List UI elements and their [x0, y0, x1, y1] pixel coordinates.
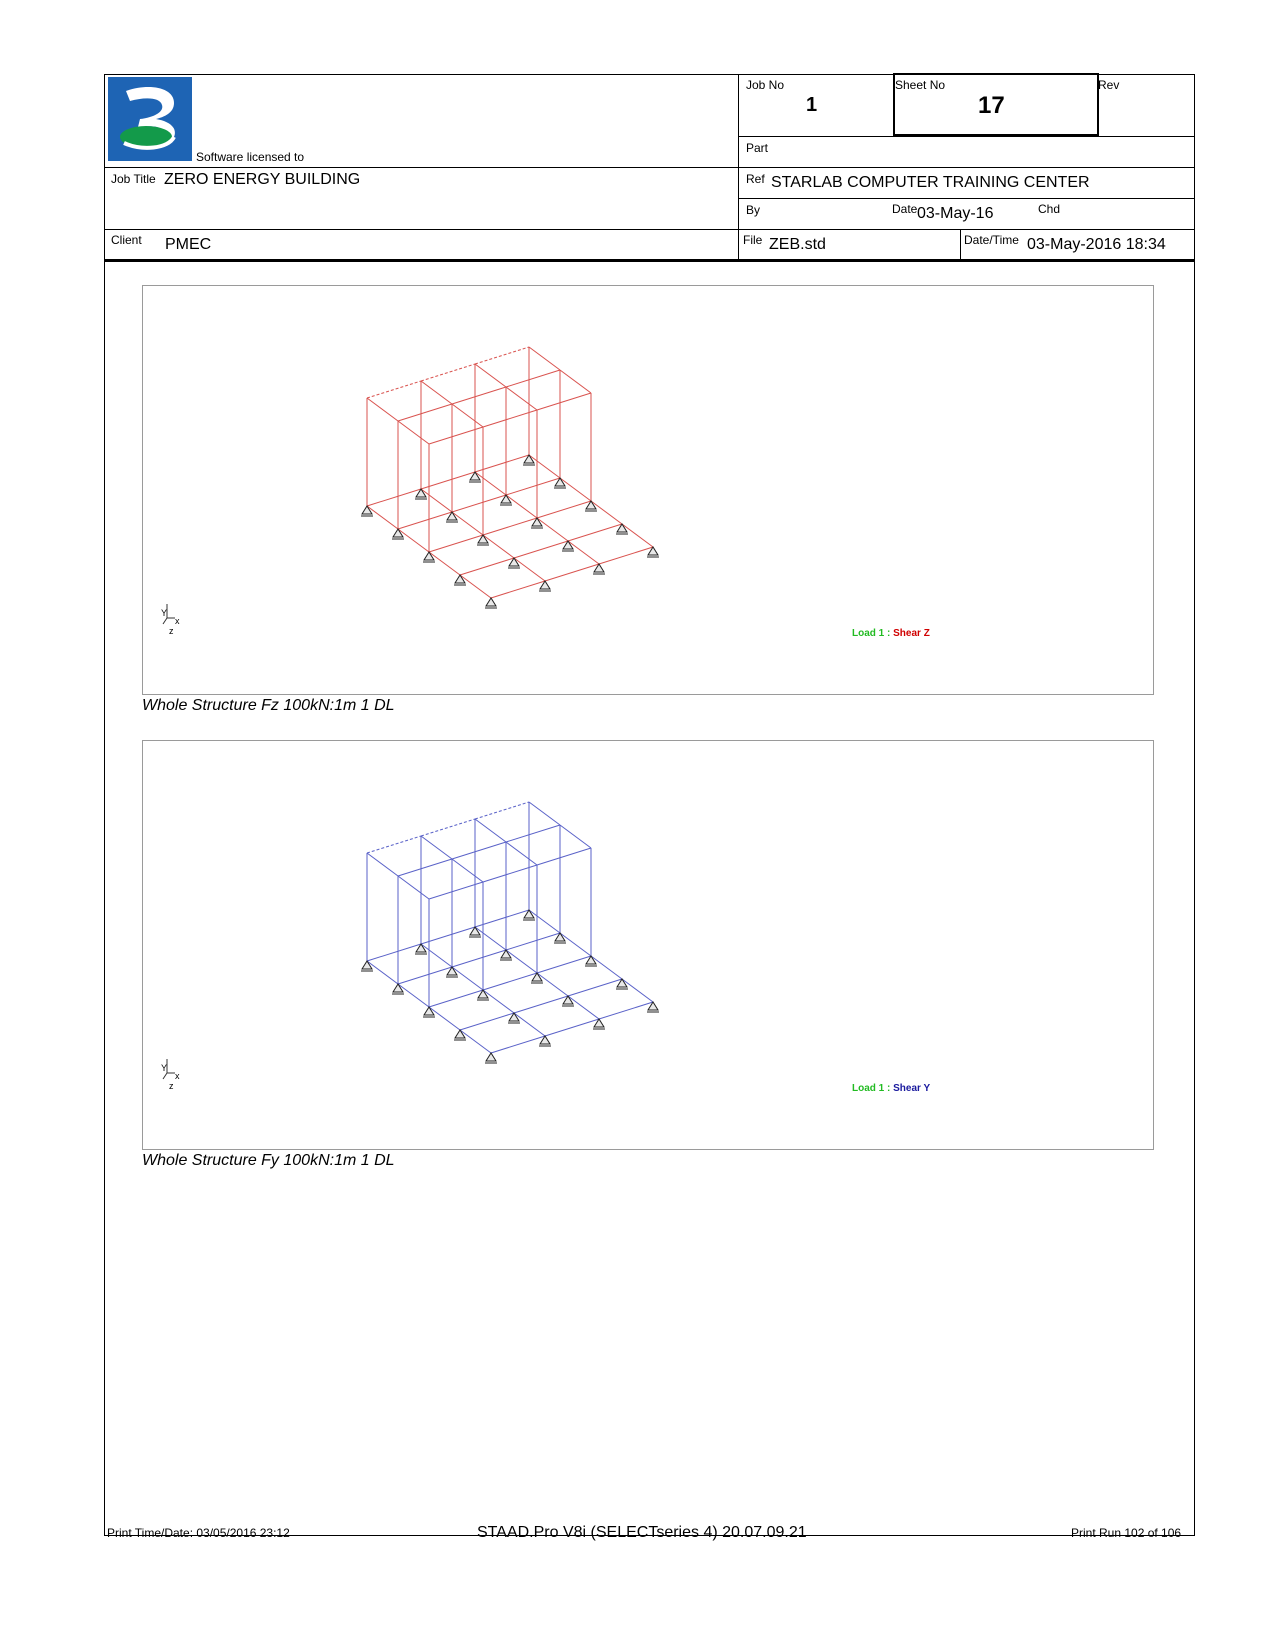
support-icon	[485, 598, 497, 608]
support-icon	[423, 552, 435, 562]
frame-member	[452, 387, 506, 404]
frame-member	[545, 564, 599, 581]
datetime-label: Date/Time	[964, 233, 1019, 247]
frame-member	[529, 347, 560, 370]
frame-member	[475, 347, 529, 364]
frame-member	[452, 842, 506, 859]
frame-member	[452, 512, 483, 535]
frame-member	[475, 802, 529, 819]
axis-y-label: Y	[161, 608, 168, 618]
job-title-value: ZERO ENERGY BUILDING	[164, 171, 361, 188]
load-legend	[852, 628, 930, 639]
frame-member	[367, 506, 398, 529]
frame-member	[429, 535, 483, 552]
frame-member	[460, 575, 491, 598]
frame-member	[398, 404, 452, 421]
axis-z-label: z	[169, 626, 174, 636]
frame-member	[452, 495, 506, 512]
load-legend	[852, 1083, 930, 1094]
support-icon	[485, 1053, 497, 1063]
support-icon	[392, 529, 404, 539]
figure-caption: Whole Structure Fz 100kN:1m 1 DL	[142, 697, 395, 714]
frame-member	[421, 819, 475, 836]
header-divider	[738, 136, 1195, 137]
frame-member	[460, 1030, 491, 1053]
frame-member	[599, 1002, 653, 1019]
frame-member	[560, 933, 591, 956]
frame-member	[398, 876, 429, 899]
chd-label: Chd	[1038, 202, 1061, 216]
axis-x-label: x	[175, 1071, 180, 1081]
frame-member	[398, 421, 429, 444]
frame-member	[568, 996, 599, 1019]
header-divider	[960, 229, 961, 260]
frame-member	[398, 984, 429, 1007]
support-icon	[361, 506, 373, 516]
frame-member	[421, 381, 452, 404]
frame-member	[398, 967, 452, 984]
ref-label: Ref	[746, 172, 765, 186]
frame-member	[560, 370, 591, 393]
frame-member	[429, 990, 483, 1007]
frame-member	[537, 956, 591, 973]
frame-member	[367, 961, 398, 984]
frame-member	[475, 472, 506, 495]
frame-member	[421, 364, 475, 381]
axis-x-label: x	[175, 616, 180, 626]
frame-member	[529, 802, 560, 825]
frame-member	[398, 529, 429, 552]
frame-member	[506, 478, 560, 495]
frame-member	[506, 370, 560, 387]
frame-member	[545, 1019, 599, 1036]
sheet-no-label: Sheet No	[895, 78, 946, 92]
frame-member	[367, 944, 421, 961]
structure-view-panel	[142, 740, 1154, 1150]
date-label: Date	[892, 202, 918, 216]
structure-view-panel	[142, 285, 1154, 695]
axis-z-label: z	[169, 1081, 174, 1091]
client-label: Client	[111, 233, 142, 247]
client-value: PMEC	[165, 236, 212, 253]
header-divider	[104, 229, 1195, 230]
structure-frame-drawing	[143, 286, 1153, 694]
frame-member	[506, 933, 560, 950]
datetime-value: 03-May-2016 18:34	[1027, 236, 1166, 253]
bentley-logo	[108, 77, 192, 161]
frame-member	[452, 404, 483, 427]
frame-member	[483, 990, 514, 1013]
sheet-no-value: 17	[978, 92, 1005, 119]
file-value: ZEB.std	[769, 236, 826, 253]
structure-frame-drawing	[143, 741, 1153, 1149]
support-icon	[423, 1007, 435, 1017]
date-value: 03-May-16	[917, 205, 994, 222]
frame-member	[398, 512, 452, 529]
result-label: Shear Y	[893, 1083, 931, 1094]
load-label: Load 1 :	[852, 1083, 894, 1094]
frame-member	[622, 524, 653, 547]
header-bottom-rule	[104, 259, 1195, 262]
frame-member	[537, 973, 568, 996]
frame-member	[599, 547, 653, 564]
job-no-value: 1	[806, 94, 818, 116]
frame-member	[506, 950, 537, 973]
frame-member	[421, 836, 452, 859]
support-icon	[454, 575, 466, 585]
result-label: Shear Z	[893, 628, 930, 639]
frame-member	[367, 398, 398, 421]
by-label: By	[746, 203, 761, 217]
frame-member	[506, 842, 537, 865]
frame-member	[367, 836, 421, 853]
frame-member	[483, 973, 537, 990]
frame-member	[367, 381, 421, 398]
frame-member	[537, 501, 591, 518]
job-title-label: Job Title	[111, 172, 156, 186]
support-icon	[361, 961, 373, 971]
frame-member	[514, 541, 568, 558]
frame-member	[421, 944, 452, 967]
print-run: Print Run 102 of 106	[1071, 1526, 1182, 1540]
file-label: File	[743, 233, 763, 247]
frame-member	[491, 581, 545, 598]
header-divider	[104, 167, 1195, 168]
support-icon	[392, 984, 404, 994]
frame-member	[460, 558, 514, 575]
ref-value: STARLAB COMPUTER TRAINING CENTER	[771, 174, 1090, 191]
frame-member	[568, 524, 622, 541]
figure-caption: Whole Structure Fy 100kN:1m 1 DL	[142, 1152, 395, 1169]
header-divider	[738, 74, 739, 260]
frame-member	[506, 495, 537, 518]
frame-member	[537, 518, 568, 541]
frame-member	[429, 552, 460, 575]
frame-member	[591, 956, 622, 979]
load-label: Load 1 :	[852, 628, 894, 639]
frame-member	[460, 1013, 514, 1030]
frame-member	[475, 364, 506, 387]
frame-member	[560, 478, 591, 501]
print-time: Print Time/Date: 03/05/2016 23:12	[107, 1526, 290, 1540]
frame-member	[452, 859, 483, 882]
frame-member	[421, 489, 452, 512]
frame-member	[367, 489, 421, 506]
job-no-label: Job No	[746, 78, 785, 92]
frame-member	[491, 1036, 545, 1053]
frame-member	[529, 455, 560, 478]
licensed-label: Software licensed to	[196, 150, 305, 164]
rev-label: Rev	[1098, 78, 1120, 92]
frame-member	[537, 848, 591, 865]
frame-member	[398, 859, 452, 876]
frame-member	[591, 501, 622, 524]
header-divider	[738, 198, 1195, 199]
frame-member	[475, 819, 506, 842]
frame-member	[367, 853, 398, 876]
frame-member	[452, 950, 506, 967]
frame-member	[514, 558, 545, 581]
frame-member	[568, 979, 622, 996]
frame-member	[475, 927, 506, 950]
frame-member	[483, 535, 514, 558]
axis-y-label: Y	[161, 1063, 168, 1073]
frame-member	[483, 518, 537, 535]
frame-member	[514, 1013, 545, 1036]
frame-member	[452, 967, 483, 990]
frame-member	[506, 825, 560, 842]
frame-member	[514, 996, 568, 1013]
frame-member	[622, 979, 653, 1002]
frame-member	[529, 910, 560, 933]
part-label: Part	[746, 141, 769, 155]
support-icon	[454, 1030, 466, 1040]
frame-member	[429, 1007, 460, 1030]
frame-member	[506, 387, 537, 410]
frame-member	[560, 825, 591, 848]
frame-member	[537, 393, 591, 410]
frame-member	[568, 541, 599, 564]
software-version: STAAD.Pro V8i (SELECTseries 4) 20.07.09.21	[477, 1524, 807, 1541]
